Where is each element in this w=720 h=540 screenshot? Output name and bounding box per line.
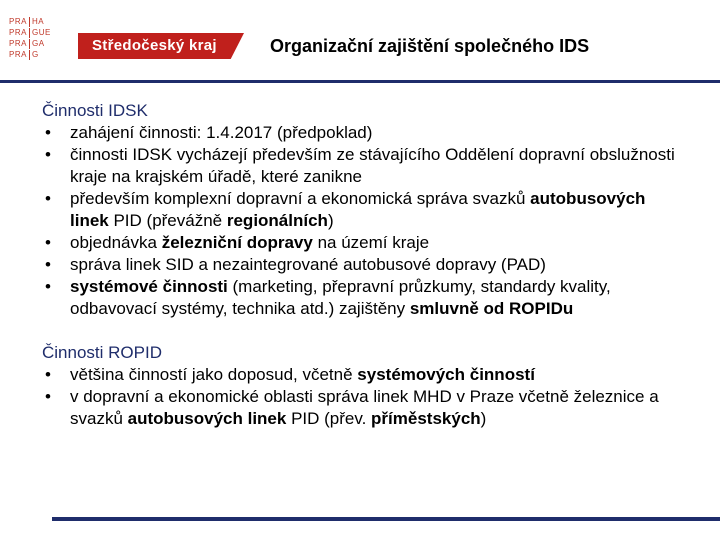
bullet-item: [42, 364, 682, 386]
bullet-text-bold: autobusových linek: [70, 189, 646, 230]
bullet-text: PID (přev.: [286, 409, 372, 428]
logo-wordmark-cell: GUE: [29, 28, 49, 38]
logo-wordmark-cell: PRA: [9, 17, 27, 26]
bullet-text-bold: železniční dopravy: [161, 233, 313, 252]
section-heading: Činnosti ROPID: [42, 343, 162, 362]
bullet-text: ): [480, 409, 487, 428]
bullet-text-bold: autobusových linek: [127, 409, 287, 428]
logo-wordmark-cell: PRA: [9, 50, 27, 59]
bullet-item: [42, 254, 682, 276]
bullet-text: správa linek SID a nezaintegrované autobusové dopravy (PAD): [70, 255, 546, 274]
bullet-item: [42, 144, 682, 188]
bullet-list: [42, 364, 682, 430]
bullet-item: [42, 276, 682, 320]
bullet-item: [42, 232, 682, 254]
bullet-text: na území kraje: [312, 233, 430, 252]
bullet-item: [42, 122, 682, 144]
bullet-item: [42, 386, 682, 430]
bullet-text-bold: smluvně od ROPIDu: [409, 299, 574, 318]
brand-name: Středočeský kraj: [92, 37, 217, 54]
bullet-text-bold: systémové činnosti: [70, 277, 228, 296]
bullet-text-bold: příměstských: [371, 409, 481, 428]
bullet-text: objednávka: [70, 233, 162, 252]
section-spacer: [42, 320, 682, 342]
bullet-text: ): [327, 211, 334, 230]
bullet-list: [42, 122, 682, 320]
footer-divider: [52, 517, 720, 521]
bullet-text: (marketing, přepravní průzkumy, standardy kvality, odbavovací systémy, technika atd.) zajištěny: [70, 277, 611, 318]
bullet-text: činnosti IDSK vycházejí především ze stávajícího Oddělení dopravní obslužnosti kraje na krajském úřadě, které zanikne: [70, 145, 675, 186]
logo-wordmark-grid: [9, 17, 49, 60]
logo-wordmark-cell: PRA: [9, 28, 27, 37]
bullet-text-bold: regionálních: [226, 211, 328, 230]
logo-wordmark-cell: PRA: [9, 39, 27, 48]
logo-wordmark-cell: HA: [29, 17, 49, 27]
bullet-text-bold: systémových činností: [357, 365, 535, 384]
bullet-text: PID (převážně: [108, 211, 227, 230]
header-divider: [0, 80, 720, 83]
slide-title: Organizační zajištění společného IDS: [270, 36, 590, 56]
logo-wordmark-cell: GA: [29, 39, 49, 49]
bullet-text: zahájení činnosti: 1.4.2017 (předpoklad): [70, 123, 373, 142]
bullet-text: především komplexní dopravní a ekonomická správa svazků: [70, 189, 531, 208]
bullet-text: většina činností jako doposud, včetně: [70, 365, 358, 384]
bullet-item: [42, 188, 682, 232]
slide-content: [42, 100, 682, 430]
bullet-text: v dopravní a ekonomické oblasti správa linek MHD v Praze včetně železnice a svazků: [70, 387, 659, 428]
logo-wordmark-cell: G: [29, 50, 49, 60]
section-heading: Činnosti IDSK: [42, 101, 148, 120]
